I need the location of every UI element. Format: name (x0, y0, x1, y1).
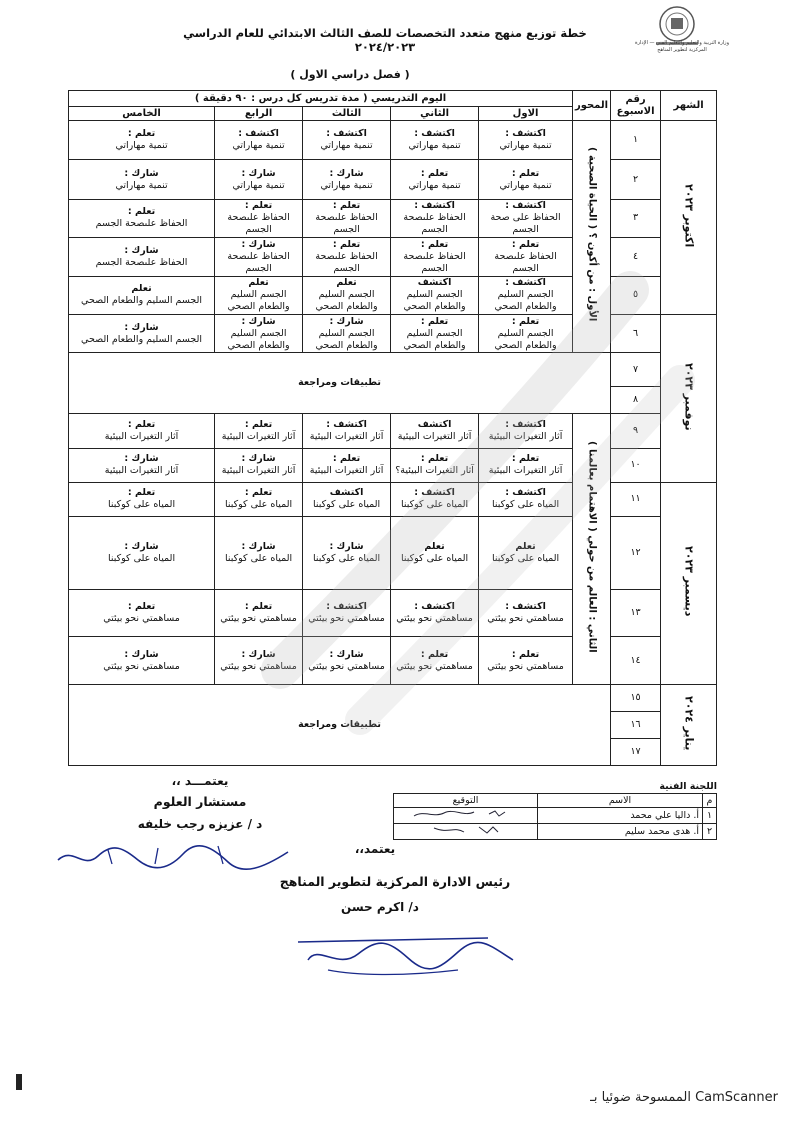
table-row (69, 685, 717, 712)
lesson-activity: تعلم : (244, 419, 273, 430)
lesson-topic: المياه على كوكبنا (107, 552, 176, 564)
lesson-activity: شارك : (241, 648, 276, 660)
lesson-activity: تعلم : (244, 200, 273, 212)
week-number: ٨ (611, 387, 661, 414)
committee-member-signature (394, 824, 538, 840)
axis-cell (573, 414, 611, 685)
lesson-cell (391, 238, 479, 276)
lesson-topic: الحفاظ علىصحة الجسم (95, 256, 188, 268)
lesson-cell (215, 414, 303, 448)
lesson-activity: تعلم : (332, 453, 361, 465)
table-row (69, 448, 717, 482)
lesson-topic: مساهمتي نحو بيئتي (308, 660, 385, 672)
lesson-cell (391, 121, 479, 160)
week-number: ١٦ (611, 711, 661, 738)
lesson-cell (303, 199, 391, 237)
col-header-month: الشهر (661, 91, 717, 121)
committee-member-num: ٢ (703, 824, 717, 840)
lesson-cell (215, 199, 303, 237)
lesson-cell (391, 589, 479, 637)
week-number: ٦ (611, 314, 661, 352)
lesson-activity: اكتشف (417, 419, 452, 430)
head-approval-label: يعتمد،، (354, 842, 396, 856)
lesson-cell (479, 314, 573, 352)
lesson-cell (391, 517, 479, 590)
col-header-day-1: الاول (479, 107, 573, 121)
lesson-topic: آثار التغيرات البيئية (104, 465, 179, 477)
page-title: خطة توزيع منهج متعدد التخصصات للصف الثالث الابتدائي للعام الدراسي ٢٠٢٤/٢٠٢٣ (183, 26, 587, 54)
lesson-topic: الحفاظ علىصحة الجسم (227, 212, 290, 236)
lesson-activity: اكتشف (329, 487, 364, 499)
lesson-topic: المياه على كوكبنا (313, 499, 381, 511)
lesson-cell (479, 160, 573, 199)
lesson-activity: اكتشف (417, 277, 452, 289)
advisor-name: د / عزيزه رجب خليفه (137, 817, 263, 831)
committee-row (394, 808, 717, 824)
lesson-cell (69, 199, 215, 237)
col-header-day-2: الثاني (391, 107, 479, 121)
lesson-activity: شارك : (124, 244, 159, 256)
lesson-cell (215, 517, 303, 590)
table-row (69, 238, 717, 276)
lesson-topic: مساهمتي نحو بيئتي (396, 660, 473, 672)
lesson-topic: الجسم السليم والطعام الصحي (494, 327, 557, 351)
review-cell: تطبيقات ومراجعة (69, 353, 611, 414)
lesson-topic: مساهمتي نحو بيئتي (220, 660, 297, 672)
lesson-cell (479, 238, 573, 276)
table-row (69, 353, 717, 387)
lesson-cell (303, 448, 391, 482)
week-number: ٢ (611, 160, 661, 199)
lesson-cell (391, 414, 479, 448)
lesson-topic: المياه على كوكبنا (225, 552, 293, 564)
review-cell: تطبيقات ومراجعة (69, 685, 611, 766)
lesson-activity: اكتشف : (505, 600, 546, 612)
lesson-cell (215, 637, 303, 685)
table-row (69, 589, 717, 637)
lesson-topic: آثار التغيرات البيئية (309, 465, 384, 477)
lesson-activity: شارك : (329, 648, 364, 660)
lesson-cell (303, 637, 391, 685)
lesson-activity: اكتشف : (414, 200, 455, 212)
lesson-cell (69, 238, 215, 276)
lesson-activity: تعلم : (332, 200, 361, 212)
week-number: ٧ (611, 353, 661, 387)
lesson-topic: الحفاظ علىصحة الجسم (95, 218, 188, 230)
lesson-activity: تعلم (336, 277, 357, 289)
lesson-cell (215, 314, 303, 352)
lesson-activity: تعلم : (420, 315, 449, 327)
technical-committee (394, 781, 717, 840)
lesson-topic: الحفاظ علىصحة الجسم (315, 250, 378, 274)
lesson-topic: آثار التغيرات البيئية (221, 431, 296, 442)
week-number: ٤ (611, 238, 661, 276)
lesson-activity: شارك : (241, 167, 276, 179)
lesson-cell (303, 482, 391, 516)
lesson-cell (391, 160, 479, 199)
week-number: ١٠ (611, 448, 661, 482)
lesson-topic: تنمية مهاراتي (499, 179, 552, 191)
lesson-cell (479, 637, 573, 685)
lesson-activity: اكتشف : (326, 419, 367, 430)
lesson-activity: شارك : (329, 315, 364, 327)
week-number: ١٧ (611, 738, 661, 765)
month-cell (661, 482, 717, 684)
table-row (69, 637, 717, 685)
lesson-activity: شارك : (124, 540, 159, 552)
lesson-activity: شارك : (241, 540, 276, 552)
lesson-cell (215, 276, 303, 314)
lesson-topic: المياه على كوكبنا (225, 499, 293, 511)
lesson-topic: الحفاظ على صحة الجسم (490, 212, 561, 236)
lesson-cell (69, 589, 215, 637)
week-number: ٥ (611, 276, 661, 314)
week-number: ١١ (611, 482, 661, 516)
month-label: نوفمبر ٢٠٢٣ (682, 362, 696, 431)
lesson-activity: اكتشف : (505, 200, 546, 212)
head-name: د/ اكرم حسن (341, 900, 419, 914)
lesson-cell (479, 482, 573, 516)
lesson-cell (303, 121, 391, 160)
week-number: ٩ (611, 414, 661, 448)
lesson-cell (303, 414, 391, 448)
lesson-topic: الحفاظ علىصحة الجسم (403, 250, 466, 274)
lesson-topic: الجسم السليم والطعام الصحي (315, 327, 378, 351)
table-row (69, 199, 717, 237)
lesson-activity: تعلم : (332, 238, 361, 250)
lesson-activity: تعلم : (511, 167, 540, 179)
committee-member-name: أ. هدى محمد سليم (538, 824, 703, 840)
lesson-activity: تعلم : (420, 238, 449, 250)
lesson-cell (303, 160, 391, 199)
committee-member-signature (394, 808, 538, 824)
lesson-topic: الحفاظ علىصحة الجسم (227, 250, 290, 274)
lesson-activity: تعلم : (127, 600, 156, 612)
lesson-cell (479, 589, 573, 637)
lesson-topic: مساهمتي نحو بيئتي (220, 612, 297, 624)
lesson-activity: شارك : (124, 321, 159, 333)
col-header-week: رقم الاسبوع (611, 91, 661, 121)
lesson-topic: المياه على كوكبنا (492, 552, 560, 564)
lesson-activity: تعلم : (420, 167, 449, 179)
lesson-activity: تعلم : (511, 648, 540, 660)
lesson-activity: اكتشف : (505, 128, 546, 140)
lesson-activity: شارك : (241, 238, 276, 250)
lesson-topic: مساهمتي نحو بيئتي (487, 612, 564, 624)
lesson-activity: تعلم (131, 283, 152, 295)
table-row (69, 314, 717, 352)
week-number: ١٤ (611, 637, 661, 685)
lesson-topic: تنمية مهاراتي (320, 179, 373, 191)
week-number: ١ (611, 121, 661, 160)
lesson-topic: تنمية مهاراتي (320, 140, 373, 152)
lesson-activity: تعلم : (127, 419, 156, 430)
lesson-cell (69, 314, 215, 352)
lesson-cell (69, 276, 215, 314)
lesson-topic: الحفاظ علىصحة الجسم (315, 212, 378, 236)
lesson-cell (479, 276, 573, 314)
lesson-topic: مساهمتي نحو بيئتي (103, 660, 180, 672)
lesson-activity: تعلم : (511, 238, 540, 250)
committee-title: اللجنة الفنية (659, 781, 717, 792)
scanner-footer: الممسوحة ضوئيا بـ CamScanner (590, 1090, 778, 1105)
lesson-cell (391, 482, 479, 516)
lesson-cell (69, 482, 215, 516)
lesson-cell (69, 414, 215, 448)
week-number: ١٣ (611, 589, 661, 637)
lesson-cell (479, 414, 573, 448)
axis-cell (573, 121, 611, 353)
lesson-cell (215, 482, 303, 516)
lesson-activity: اكتشف : (326, 128, 367, 140)
advisor-approval (100, 774, 300, 831)
head-title: رئيس الادارة المركزية لتطوير المناهج (279, 874, 511, 889)
committee-member-name: أ. داليا علي محمد (538, 808, 703, 824)
lesson-cell (479, 121, 573, 160)
lesson-cell (391, 314, 479, 352)
lesson-cell (303, 276, 391, 314)
advisor-signature-icon (48, 840, 298, 874)
lesson-activity: تعلم : (127, 128, 156, 140)
lesson-activity: تعلم : (127, 487, 156, 499)
lesson-cell (215, 121, 303, 160)
committee-col-name: الاسم (538, 794, 703, 808)
lesson-cell (391, 199, 479, 237)
lesson-activity: شارك : (329, 540, 364, 552)
lesson-topic: تنمية مهاراتي (499, 140, 552, 152)
lesson-cell (391, 637, 479, 685)
lesson-topic: آثار التغيرات البيئية؟ (395, 465, 474, 477)
lesson-cell (69, 448, 215, 482)
lesson-topic: الجسم السليم والطعام الصحي (494, 289, 557, 313)
logo-caption: وزارة التربية والتعليم والتعليم الفني — الإدارة المركزية لتطوير المناهج (634, 40, 730, 53)
lesson-cell (391, 448, 479, 482)
lesson-topic: تنمية مهاراتي (115, 140, 168, 152)
lesson-topic: المياه على كوكبنا (313, 552, 381, 564)
lesson-cell (303, 314, 391, 352)
approval-label: يعتمـــد ،، (171, 774, 229, 788)
lesson-topic: المياه على كوكبنا (401, 552, 469, 564)
table-row (69, 121, 717, 160)
lesson-cell (69, 517, 215, 590)
term-label: ( فصل دراسي الاول ) (290, 68, 410, 81)
lesson-cell (391, 276, 479, 314)
lesson-activity: اكتشف : (414, 600, 455, 612)
lesson-activity: اكتشف : (414, 487, 455, 499)
lesson-topic: مساهمتي نحو بيئتي (308, 612, 385, 624)
month-cell (661, 314, 717, 482)
lesson-topic: مساهمتي نحو بيئتي (396, 612, 473, 624)
lesson-cell (215, 589, 303, 637)
lesson-activity: تعلم : (127, 206, 156, 218)
lesson-activity: اكتشف : (238, 128, 279, 140)
lesson-cell (215, 160, 303, 199)
lesson-topic: الجسم السليم والطعام الصحي (81, 295, 203, 307)
lesson-activity: تعلم : (420, 648, 449, 660)
table-row (69, 276, 717, 314)
lesson-topic: المياه على كوكبنا (492, 499, 560, 511)
lesson-topic: آثار التغيرات البيئية (397, 431, 472, 442)
week-number: ٣ (611, 199, 661, 237)
lesson-activity: تعلم : (244, 600, 273, 612)
committee-table (393, 793, 717, 840)
head-signature-icon (288, 930, 528, 980)
col-header-day-3: الثالث (303, 107, 391, 121)
lesson-topic: الحفاظ علىصحة الجسم (403, 212, 466, 236)
lesson-topic: تنمية مهاراتي (232, 140, 285, 152)
col-header-day-5: الخامس (69, 107, 215, 121)
lesson-topic: الحفاظ علىصحة الجسم (494, 250, 557, 274)
table-row (69, 517, 717, 590)
lesson-topic: المياه على كوكبنا (107, 499, 176, 511)
lesson-activity: تعلم : (244, 487, 273, 499)
lesson-topic: آثار التغيرات البيئية (309, 431, 384, 442)
lesson-topic: تنمية مهاراتي (115, 179, 168, 191)
lesson-activity: اكتشف : (505, 419, 546, 430)
lesson-cell (215, 238, 303, 276)
col-header-teaching-day: اليوم التدريسي ( مدة تدريس كل درس : ٩٠ دقيقة ) (69, 91, 573, 107)
lesson-activity: شارك : (241, 315, 276, 327)
month-cell (661, 685, 717, 766)
lesson-activity: تعلم (515, 540, 536, 552)
committee-col-num: م (703, 794, 717, 808)
advisor-title: مستشار العلوم (153, 794, 247, 809)
committee-member-num: ١ (703, 808, 717, 824)
committee-col-signature: التوقيع (394, 794, 538, 808)
week-number: ١٢ (611, 517, 661, 590)
lesson-topic: المياه على كوكبنا (401, 499, 469, 511)
lesson-cell (479, 199, 573, 237)
lesson-activity: شارك : (124, 648, 159, 660)
month-label: اكتوبر ٢٠٢٣ (682, 183, 696, 248)
lesson-activity: شارك : (241, 453, 276, 465)
lesson-topic: مساهمتي نحو بيئتي (103, 612, 180, 624)
lesson-activity: تعلم : (420, 453, 449, 465)
table-row (69, 160, 717, 199)
signature-icon (394, 824, 534, 836)
lesson-topic: تنمية مهاراتي (232, 179, 285, 191)
lesson-cell (303, 517, 391, 590)
axis-label: الثاني : العالم من حولي ( الاهتمام بعالمنا ) (586, 441, 598, 654)
lesson-topic: آثار التغيرات البيئية (104, 431, 179, 442)
lesson-topic: تنمية مهاراتي (408, 179, 461, 191)
lesson-topic: الجسم السليم والطعام الصحي (403, 289, 466, 313)
lesson-topic: الجسم السليم والطعام الصحي (403, 327, 466, 351)
lesson-topic: آثار التغيرات البيئية (488, 431, 563, 442)
table-row (69, 482, 717, 516)
lesson-activity: اكتشف : (505, 277, 546, 289)
lesson-cell (303, 238, 391, 276)
lesson-cell (69, 160, 215, 199)
col-header-axis: المحور (573, 91, 611, 121)
lesson-topic: مساهمتي نحو بيئتي (487, 660, 564, 672)
lesson-activity: شارك : (329, 167, 364, 179)
lesson-activity: تعلم : (511, 453, 540, 465)
lesson-activity: تعلم (424, 540, 445, 552)
col-header-day-4: الرابع (215, 107, 303, 121)
axis-label: الأول : من أكون ؟ ( الحياة الصحية ) (586, 147, 598, 322)
lesson-cell (303, 589, 391, 637)
lesson-topic: الجسم السليم والطعام الصحي (81, 333, 203, 345)
lesson-cell (69, 121, 215, 160)
month-label: يناير ٢٠٢٤ (682, 695, 696, 751)
month-label: ديسمبر ٢٠٢٣ (682, 546, 696, 617)
lesson-topic: الجسم السليم والطعام الصحي (315, 289, 378, 313)
lesson-topic: الجسم السليم والطعام الصحي (227, 327, 290, 351)
lesson-activity: شارك : (124, 167, 159, 179)
scan-edge-mark (16, 1074, 22, 1090)
lesson-topic: تنمية مهاراتي (408, 140, 461, 152)
lesson-activity: اكتشف : (414, 128, 455, 140)
lesson-topic: الجسم السليم والطعام الصحي (227, 289, 290, 313)
lesson-activity: اكتشف : (505, 487, 546, 499)
week-number: ١٥ (611, 685, 661, 712)
signature-icon (394, 808, 534, 820)
lesson-cell (479, 448, 573, 482)
lesson-activity: تعلم : (511, 315, 540, 327)
lesson-activity: اكتشف : (326, 600, 367, 612)
curriculum-plan-table (68, 90, 717, 766)
lesson-topic: آثار التغيرات البيئية (488, 465, 563, 477)
lesson-activity: شارك : (124, 453, 159, 465)
table-row (69, 414, 717, 448)
committee-row (394, 824, 717, 840)
lesson-topic: آثار التغيرات البيئية (221, 465, 296, 477)
lesson-cell (215, 448, 303, 482)
lesson-cell (479, 517, 573, 590)
lesson-activity: تعلم (248, 277, 269, 289)
month-cell (661, 121, 717, 315)
lesson-cell (69, 637, 215, 685)
